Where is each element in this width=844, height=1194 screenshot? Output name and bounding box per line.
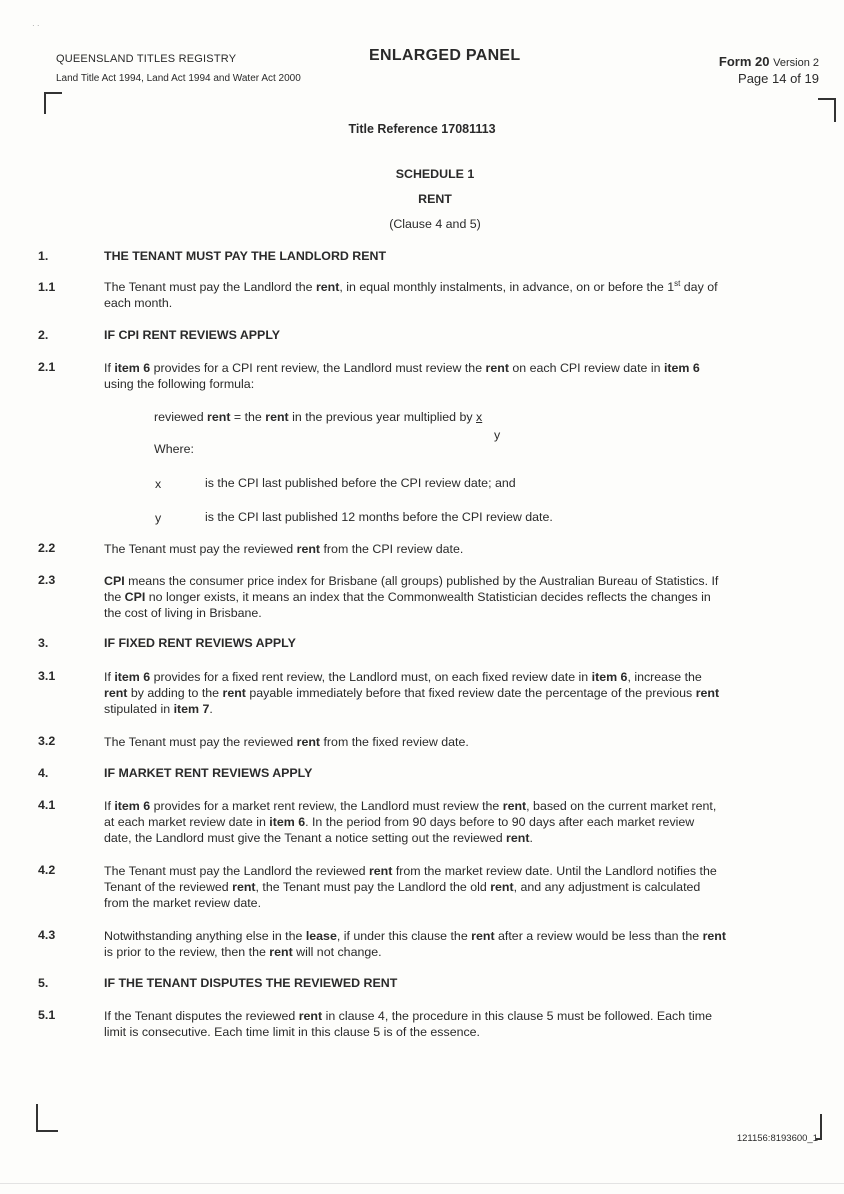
para-4-3-line-1: Notwithstanding anything else in the lease, if under this clause the rent after a review would be less than the rent (104, 929, 727, 943)
schedule-subtitle: RENT (418, 192, 452, 206)
para-3-1-line-1: If item 6 provides for a fixed rent review, the Landlord must, on each fixed review date in item 6, increase the (104, 670, 702, 684)
scan-edge-line (0, 1183, 844, 1184)
para-5-1-line-2: limit is consecutive. Each time limit in this clause 5 is of the essence. (104, 1025, 481, 1039)
para-4-2-line-2: Tenant of the reviewed rent, the Tenant must pay the Landlord the old rent, and any adjustment is calculated (104, 880, 701, 894)
para-4-2-number: 4.2 (38, 863, 56, 877)
schedule-clause: (Clause 4 and 5) (389, 217, 481, 231)
section-1-heading: THE TENANT MUST PAY THE LANDLORD RENT (104, 249, 387, 263)
section-4-number: 4. (38, 766, 49, 780)
para-2-1-line-1: If item 6 provides for a CPI rent review, the Landlord must review the rent on each CPI review date in item 6 (104, 361, 700, 375)
form-number: Form 20 (718, 54, 770, 69)
para-2-1-number: 2.1 (38, 360, 56, 374)
crop-mark-top-left (44, 92, 62, 114)
scan-speck: · · (32, 21, 40, 30)
governing-acts: Land Title Act 1994, Land Act 1994 and Water Act 2000 (56, 73, 301, 84)
para-4-1-number: 4.1 (38, 798, 56, 812)
registry-name: QUEENSLAND TITLES REGISTRY (56, 53, 237, 65)
para-1-1-number: 1.1 (38, 280, 56, 294)
page-number: Page 14 of 19 (738, 71, 819, 86)
crop-mark-top-right (818, 98, 836, 122)
para-2-2-number: 2.2 (38, 541, 56, 555)
schedule-title: SCHEDULE 1 (395, 167, 475, 181)
section-3-number: 3. (38, 636, 49, 650)
para-4-1-line-1: If item 6 provides for a market rent review, the Landlord must review the rent, based on the current market rent, (104, 799, 717, 813)
para-4-2-line-3: from the market review date. (104, 896, 262, 910)
formula-denominator: y (494, 428, 501, 442)
para-2-2-text: The Tenant must pay the reviewed rent from the CPI review date. (104, 542, 464, 556)
section-1-number: 1. (38, 249, 49, 263)
form-label (719, 54, 819, 71)
para-3-2-text: The Tenant must pay the reviewed rent from the fixed review date. (104, 735, 469, 749)
para-2-3-line-3: the cost of living in Brisbane. (104, 606, 262, 620)
para-2-1-line-2: using the following formula: (104, 377, 255, 391)
section-5-number: 5. (38, 976, 49, 990)
form-version: Version 2 (773, 57, 819, 69)
section-4-heading: IF MARKET RENT REVIEWS APPLY (104, 766, 313, 780)
para-4-2-line-1: The Tenant must pay the Landlord the reviewed rent from the market review date. Until the Landlord notifies the (104, 864, 717, 878)
para-3-2-number: 3.2 (38, 734, 56, 748)
para-1-1-line-1: The Tenant must pay the Landlord the rent, in equal monthly instalments, in advance, on or before the 1st day of (104, 278, 718, 294)
para-5-1-number: 5.1 (38, 1008, 56, 1022)
para-3-1-number: 3.1 (38, 669, 56, 683)
para-4-1-line-3: date, the Landlord must give the Tenant a notice setting out the reviewed rent. (104, 831, 533, 845)
para-4-1-line-2: at each market review date in item 6. In the period from 90 days before to 90 days after each market review (104, 815, 695, 829)
variable-x-definition: is the CPI last published before the CPI review date; and (205, 476, 516, 490)
para-3-1-line-2: rent by adding to the rent payable immediately before that fixed review date the percentage of the previous rent (104, 686, 720, 700)
section-2-number: 2. (38, 328, 49, 342)
section-5-heading: IF THE TENANT DISPUTES THE REVIEWED RENT (104, 976, 398, 990)
section-3-heading: IF FIXED RENT REVIEWS APPLY (104, 636, 296, 650)
para-2-3-line-1: CPI means the consumer price index for Brisbane (all groups) published by the Australian Bureau of Statistics. If (104, 574, 719, 588)
para-4-3-number: 4.3 (38, 928, 56, 942)
para-2-3-number: 2.3 (38, 573, 56, 587)
title-reference: Title Reference 17081113 (348, 122, 496, 136)
para-3-1-line-3: stipulated in item 7. (104, 702, 213, 716)
section-2-heading: IF CPI RENT REVIEWS APPLY (104, 328, 281, 342)
variable-x: x (155, 477, 162, 491)
document-id: 121156:8193600_1 (736, 1133, 818, 1144)
variable-y: y (155, 511, 162, 525)
para-2-3-line-2: the CPI no longer exists, it means an index that the Commonwealth Statistician decides reflects the changes in (104, 590, 711, 604)
formula-where: Where: (154, 442, 194, 456)
panel-title: ENLARGED PANEL (369, 47, 521, 64)
formula-line: reviewed rent = the rent in the previous year multiplied by x (154, 410, 483, 424)
para-1-1-line-2: each month. (104, 296, 173, 310)
para-5-1-line-1: If the Tenant disputes the reviewed rent in clause 4, the procedure in this clause 5 must be followed. Each time (104, 1009, 712, 1023)
para-4-3-line-2: is prior to the review, then the rent will not change. (104, 945, 382, 959)
variable-y-definition: is the CPI last published 12 months before the CPI review date. (205, 510, 553, 524)
crop-mark-bottom-left (36, 1104, 58, 1132)
